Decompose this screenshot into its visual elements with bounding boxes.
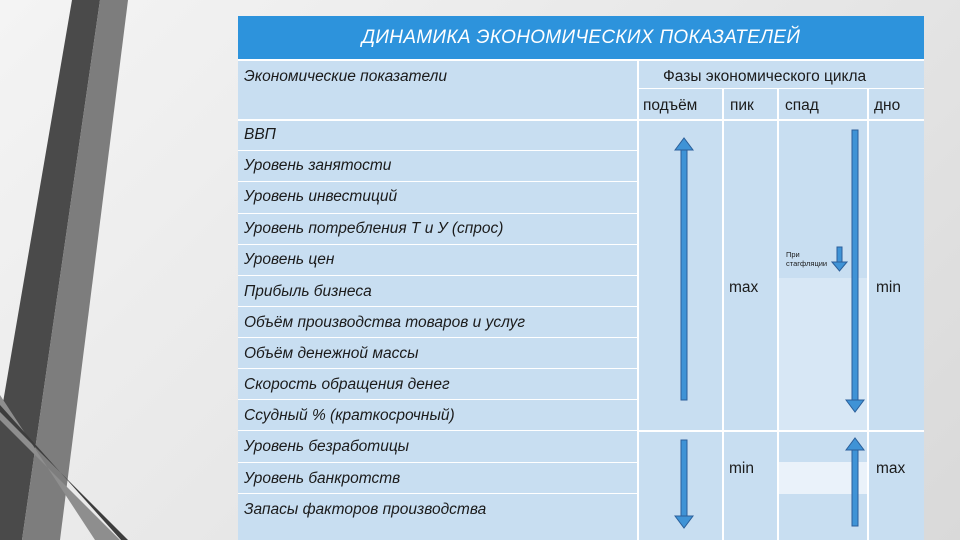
- row-consumption: Уровень потребления Т и У (спрос): [244, 220, 504, 237]
- phase-peak: пик: [730, 97, 754, 114]
- arrow-down-small-icon: [832, 247, 847, 271]
- row-resource-stocks: Запасы факторов производства: [244, 501, 487, 518]
- row-investment: Уровень инвестиций: [244, 188, 398, 205]
- phase-decline: спад: [785, 97, 819, 114]
- phase-trough: дно: [874, 97, 901, 114]
- row-prices: Уровень цен: [244, 251, 335, 268]
- row-gdp: ВВП: [244, 126, 276, 143]
- group1-peak-value: max: [729, 279, 759, 296]
- arrow-down-lower-icon: [675, 440, 693, 528]
- row-output: Объём производства товаров и услуг: [244, 314, 526, 331]
- arrow-down-icon: [846, 130, 864, 412]
- row-business-profit: Прибыль бизнеса: [244, 283, 372, 300]
- arrow-up-lower-icon: [846, 438, 864, 526]
- group2-trough-value: max: [876, 460, 906, 477]
- phase-rise: подъём: [643, 97, 698, 114]
- indicators-header: Экономические показатели: [244, 68, 447, 85]
- stagflation-note: При стагфляции: [786, 250, 828, 268]
- row-employment: Уровень занятости: [244, 157, 392, 174]
- arrow-up-icon: [675, 138, 693, 400]
- group2-peak-value: min: [729, 460, 754, 477]
- page-title: ДИНАМИКА ЭКОНОМИЧЕСКИХ ПОКАЗАТЕЛЕЙ: [238, 16, 924, 59]
- group1-trough-value: min: [876, 279, 901, 296]
- row-money-velocity: Скорость обращения денег: [244, 376, 450, 393]
- row-unemployment: Уровень безработицы: [244, 438, 410, 455]
- row-money-supply: Объём денежной массы: [244, 345, 419, 362]
- row-loan-rate: Ссудный % (краткосрочный): [244, 407, 455, 424]
- phases-header: Фазы экономического цикла: [663, 68, 867, 85]
- row-bankruptcies: Уровень банкротств: [244, 470, 401, 487]
